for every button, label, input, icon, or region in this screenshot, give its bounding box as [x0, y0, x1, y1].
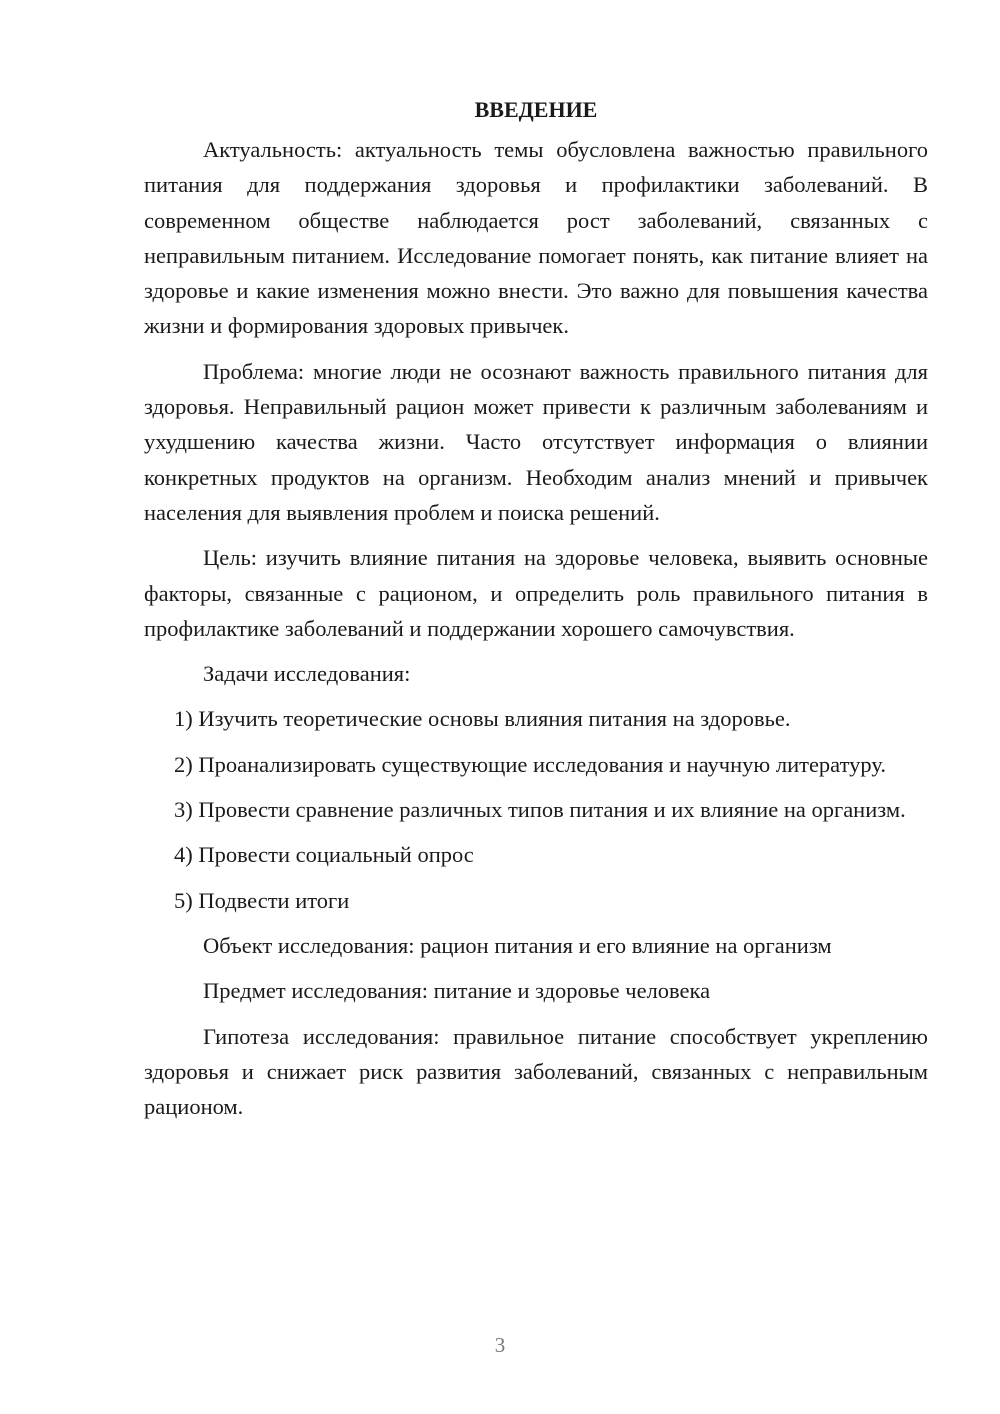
- section-title: ВВЕДЕНИЕ: [474, 97, 598, 122]
- paragraph-hypothesis: Гипотеза исследования: правильное питание способствует укреплению здоровья и снижает риск развития заболеваний, связанных с неправильным рационом.: [144, 1023, 928, 1120]
- list-item: 5) Подвести итоги: [174, 887, 350, 913]
- page-number: 3: [494, 1333, 506, 1357]
- paragraph-object: Объект исследования: рацион питания и его влияние на организм: [203, 932, 832, 958]
- paragraph-subject: Предмет исследования: питание и здоровье человека: [203, 978, 711, 1004]
- paragraph-relevance: Актуальность: актуальность темы обусловлена важностью правильного питания для поддержания здоровья и профилактики заболеваний. В современном обществе наблюдается рост заболеваний, связанных с неправильным питанием. Исследование помогает понять, как питание влияет на здоровье и какие изменения можно внести. Это важно для повышения качества жизни и формирования здоровых привычек.: [144, 137, 928, 339]
- list-item: 2) Проанализировать существующие исследования и научную литературу.: [174, 751, 886, 777]
- paragraph-problem: Проблема: многие люди не осознают важность правильного питания для здоровья. Неправильный рацион может привести к различным заболеваниям и ухудшению качества жизни. Часто отсутствует информация о влиянии конкретных продуктов на организм. Необходим анализ мнений и привычек населения для выявления проблем и поиска решений.: [144, 358, 928, 525]
- list-item: 1) Изучить теоретические основы влияния питания на здоровье.: [174, 706, 791, 732]
- list-item: 4) Провести социальный опрос: [174, 842, 474, 868]
- paragraph-tasks-heading: Задачи исследования:: [203, 661, 411, 687]
- list-item: 3) Провести сравнение различных типов питания и их влияние на организм.: [174, 797, 906, 823]
- tasks-list: [144, 701, 928, 917]
- paragraph-goal: Цель: изучить влияние питания на здоровье человека, выявить основные факторы, связанные с рационом, и определить роль правильного питания в профилактике заболеваний и поддержании хорошего самочувствия.: [144, 545, 928, 641]
- document-page: [144, 92, 928, 1134]
